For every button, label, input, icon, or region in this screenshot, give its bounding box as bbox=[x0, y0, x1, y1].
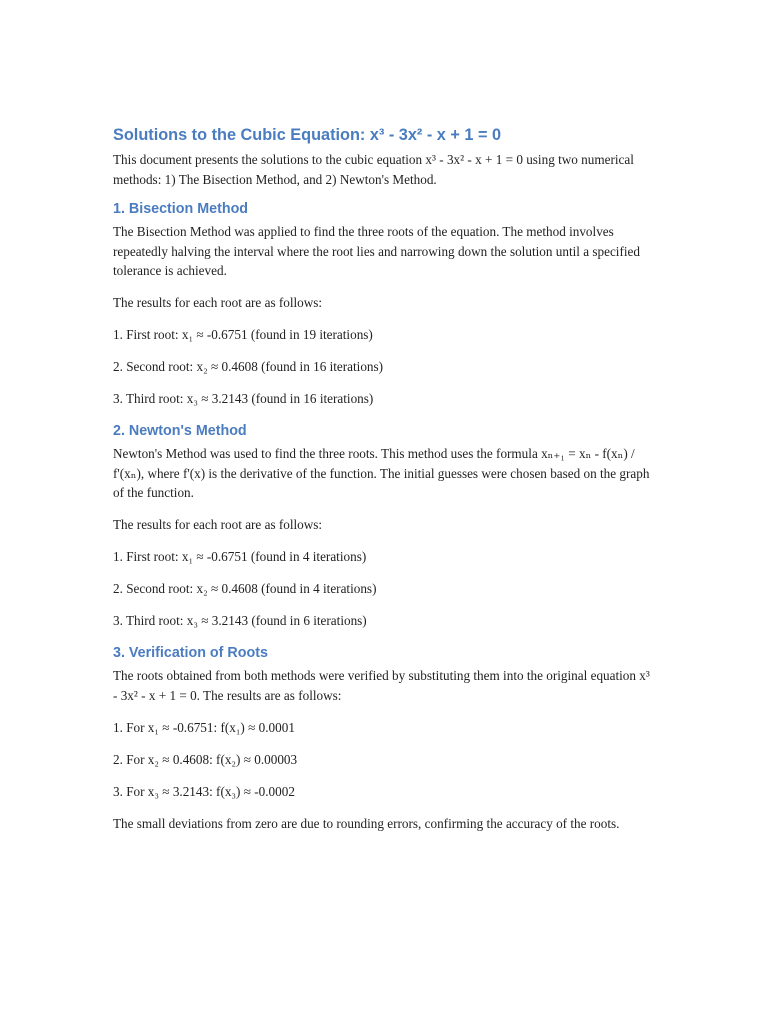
section-heading: 2. Newton's Method bbox=[113, 423, 247, 439]
section-description: The roots obtained from both methods were verified by substituting them into the original equation x³ - 3x² - x + 1 = 0. The results are as follows: bbox=[113, 668, 650, 703]
result-item: 1. First root: x₁ ≈ -0.6751 (found in 4 iterations) bbox=[113, 549, 367, 564]
result-item: 3. Third root: x₃ ≈ 3.2143 (found in 16 iterations) bbox=[113, 391, 374, 406]
bisection-section bbox=[113, 199, 653, 409]
verification-item: 3. For x₃ ≈ 3.2143: f(x₃) ≈ -0.0002 bbox=[113, 783, 295, 799]
result-item: 3. Third root: x₃ ≈ 3.2143 (found in 6 iterations) bbox=[113, 613, 367, 628]
result-item: 1. First root: x₁ ≈ -0.6751 (found in 19 iterations) bbox=[113, 327, 373, 342]
section-description: Newton's Method was used to find the three roots. This method uses the formula xₙ₊₁ = xₙ - f(xₙ) / f'(xₙ), where f'(x) is the derivative of the function. The initial guesses were chosen based on the graph of the function. bbox=[113, 446, 650, 500]
document-title: Solutions to the Cubic Equation: x³ - 3x² - x + 1 = 0 bbox=[113, 126, 502, 144]
verification-item: 2. For x₂ ≈ 0.4608: f(x₂) ≈ 0.00003 bbox=[113, 751, 298, 767]
newton-section bbox=[113, 421, 653, 631]
verification-section bbox=[113, 643, 653, 833]
result-item: 2. Second root: x₂ ≈ 0.4608 (found in 4 iterations) bbox=[113, 581, 377, 596]
section-description: The Bisection Method was applied to find the three roots of the equation. The method involves repeatedly halving the interval where the root lies and narrowing down the solution until a specified tolerance is achieved. bbox=[113, 224, 640, 278]
verification-item: 1. For x₁ ≈ -0.6751: f(x₁) ≈ 0.0001 bbox=[113, 719, 295, 735]
intro-paragraph: This document presents the solutions to the cubic equation x³ - 3x² - x + 1 = 0 using two numerical methods: 1) The Bisection Method, and 2) Newton's Method. bbox=[113, 152, 634, 187]
document-page bbox=[113, 124, 653, 846]
section-heading: 3. Verification of Roots bbox=[113, 645, 268, 661]
conclusion-paragraph: The small deviations from zero are due to rounding errors, confirming the accuracy of the roots. bbox=[113, 815, 620, 831]
results-intro: The results for each root are as follows: bbox=[113, 517, 323, 532]
result-item: 2. Second root: x₂ ≈ 0.4608 (found in 16 iterations) bbox=[113, 359, 384, 374]
section-heading: 1. Bisection Method bbox=[113, 201, 249, 217]
results-intro: The results for each root are as follows: bbox=[113, 295, 323, 310]
